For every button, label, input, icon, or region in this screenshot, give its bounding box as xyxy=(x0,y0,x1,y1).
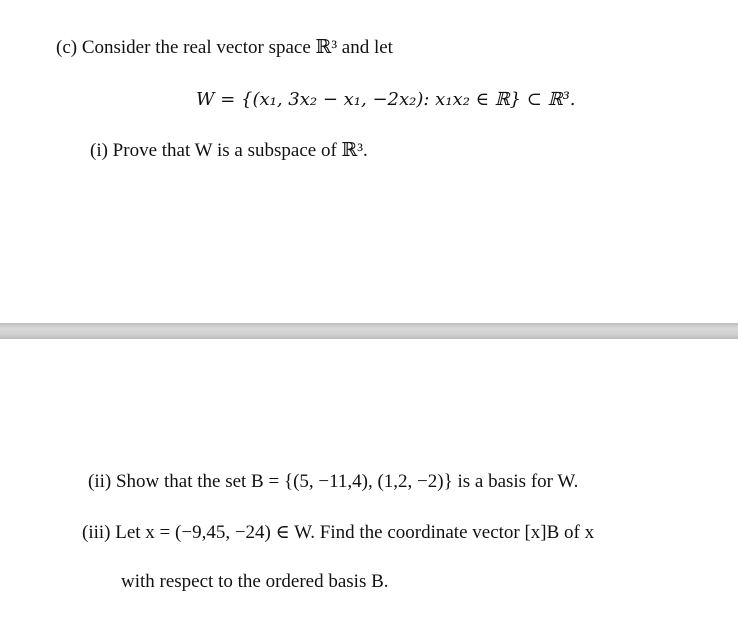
part-i-question: (i) Prove that W is a subspace of ℝ³. xyxy=(90,140,368,161)
part-c-intro: (c) Consider the real vector space ℝ³ and let xyxy=(56,37,393,58)
part-iii-continuation: with respect to the ordered basis B. xyxy=(121,571,389,592)
subspace-definition: W = {(x₁, 3x₂ − x₁, −2x₂): x₁x₂ ∈ ℝ} ⊂ ℝ³. xyxy=(196,89,576,110)
part-iii-question: (iii) Let x = (−9,45, −24) ∈ W. Find the coordinate vector [x]B of x xyxy=(82,522,595,543)
part-ii-question: (ii) Show that the set B = {(5, −11,4), (1,2, −2)} is a basis for W. xyxy=(88,471,579,492)
section-divider xyxy=(0,323,738,339)
